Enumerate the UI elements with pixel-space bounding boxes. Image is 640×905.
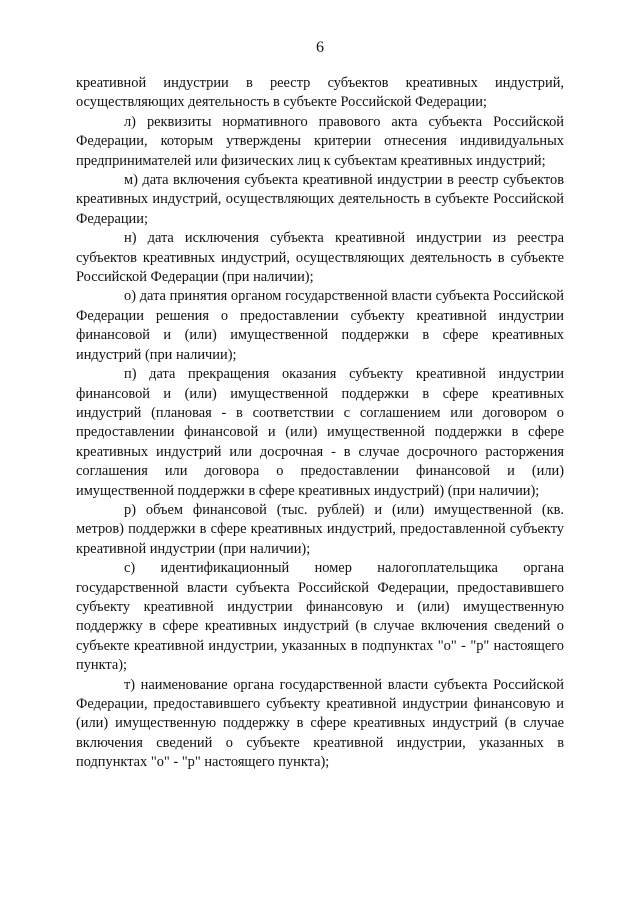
paragraph-item-t: т) наименование органа государственной власти субъекта Российской Федерации, предоставившего субъекту креативной индустрии финансовую и (или) имущественную поддержку в сфере креативных индустрий (в случае включения сведений о субъекте креативной индустрии, указанных в подпунктах "о" - "р" настоящего пункта); — [76, 676, 564, 771]
paragraph-item-n: н) дата исключения субъекта креативной индустрии из реестра субъектов креативных индустрий, осуществляющих деятельность в субъекте Российской Федерации (при наличии); — [76, 230, 564, 286]
paragraph-item-p: п) дата прекращения оказания субъекту креативной индустрии финансовой и (или) имущественной поддержки в сфере креативных индустрий (плановая - в соответствии с соглашением или договором о предоставлении финансовой и (или) имущественной поддержки в сфере креативных индустрий или досрочная - в случае досрочного расторжения соглашения или договора о предоставлении финансовой и (или) имущественной поддержки в сфере креативных индустрий) (при наличии); — [76, 366, 564, 499]
paragraph-item-r: р) объем финансовой (тыс. рублей) и (или) имущественной (кв. метров) поддержки в сфере креативных индустрий, предоставленной субъекту креативной индустрии (при наличии); — [76, 501, 564, 557]
paragraph-continuation: креативной индустрии в реестр субъектов креативных индустрий, осуществляющих деятельность в субъекте Российской Федерации; — [76, 75, 564, 111]
page-number: 6 — [316, 39, 324, 56]
paragraph-item-l: л) реквизиты нормативного правового акта субъекта Российской Федерации, которым утверждены критерии отнесения индивидуальных предпринимателей или физических лиц к субъектам креативных индустрий; — [76, 113, 564, 169]
document-body — [76, 74, 564, 773]
paragraph-item-o: о) дата принятия органом государственной власти субъекта Российской Федерации решения о предоставлении субъекту креативной индустрии финансовой и (или) имущественной поддержки в сфере креативных индустрий (при наличии); — [76, 288, 564, 363]
paragraph-item-s: с) идентификационный номер налогоплательщика органа государственной власти субъекта Российской Федерации, предоставившего субъекту креативной индустрии финансовую и (или) имущественную поддержку в сфере креативных индустрий (в случае включения сведений о субъекте креативной индустрии, указанных в подпунктах "о" - "р" настоящего пункта); — [76, 560, 564, 674]
paragraph-item-m: м) дата включения субъекта креативной индустрии в реестр субъектов креативных индустрий, осуществляющих деятельность в субъекте Российской Федерации; — [76, 172, 564, 227]
